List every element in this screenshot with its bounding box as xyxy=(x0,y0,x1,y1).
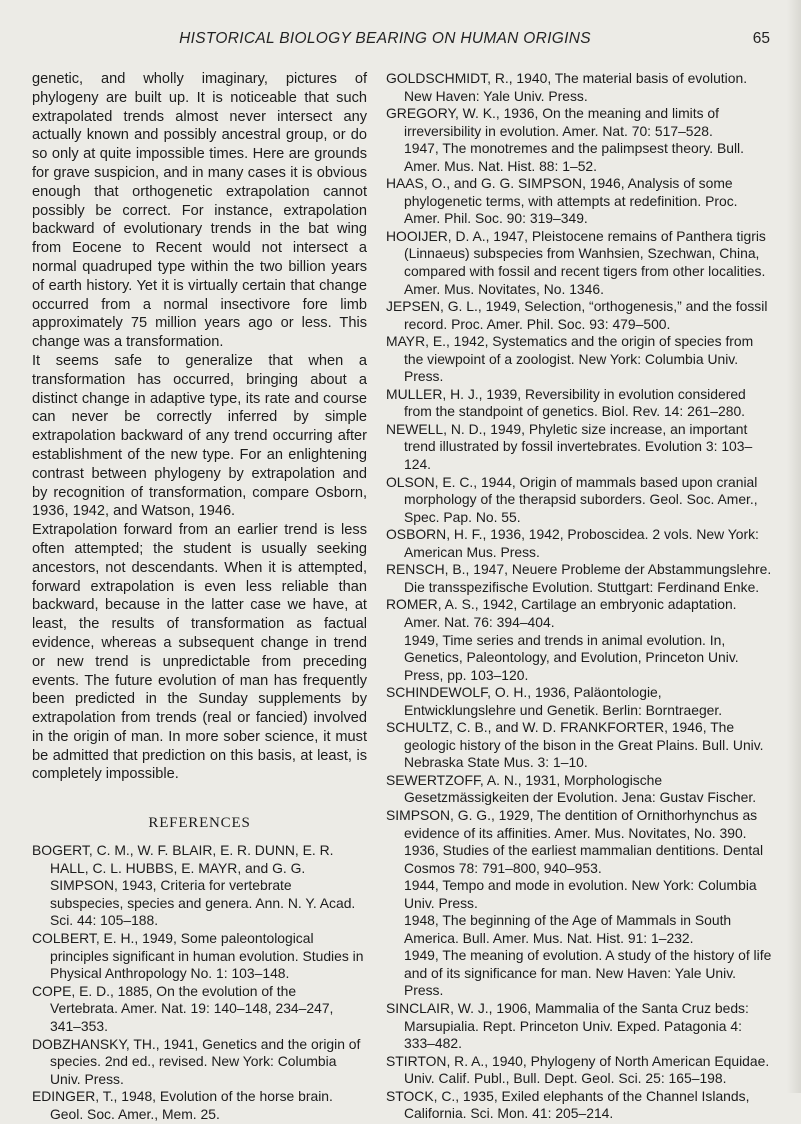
reference-entry: HOOIJER, D. A., 1947, Pleistocene remains of Panthera tigris (Linnaeus) subspecies from Wanhsien, Szechwan, China, compared with fossil and recent tigers from other localities. Amer. Mus. Novitates, No. 1346. xyxy=(386,227,766,297)
reference-entry: SINCLAIR, W. J., 1906, Mammalia of the Santa Cruz beds: Marsupialia. Rept. Princeton Univ. Exped. Patagonia 4: 333–482. xyxy=(386,999,749,1052)
reference-entry: STIRTON, R. A., 1940, Phylogeny of North American Equidae. Univ. Calif. Publ., Bull. Dept. Geol. Sci. 25: 165–198. xyxy=(386,1052,770,1087)
page-edge-shadow xyxy=(787,0,801,1093)
references-heading: REFERENCES xyxy=(148,815,251,832)
left-column xyxy=(32,70,367,1124)
reference-entry: ROMER, A. S., 1942, Cartilage an embryonic adaptation. Amer. Nat. 76: 394–404. xyxy=(386,596,737,630)
reference-entry: SCHULTZ, C. B., and W. D. FRANKFORTER, 1946, The geologic history of the bison in the Great Plains. Bull. Univ. Nebraska State Mus. 3: 1–10. xyxy=(386,719,764,771)
page-number: 65 xyxy=(752,30,770,47)
running-title: HISTORICAL BIOLOGY BEARING ON HUMAN ORIGINS xyxy=(179,30,591,47)
reference-entry: SCHINDEWOLF, O. H., 1936, Paläontologie, Entwicklungslehre und Genetik. Berlin: Borntraeger. xyxy=(386,684,723,718)
reference-entry: MAYR, E., 1942, Systematics and the origin of species from the viewpoint of a zoologist. New York: Columbia Univ. Press. xyxy=(386,333,754,385)
reference-entry: RENSCH, B., 1947, Neuere Probleme der Abstammungslehre. Die transspezifische Evolution. Stuttgart: Ferdinand Enke. xyxy=(386,561,772,595)
reference-entry: DOBZHANSKY, TH., 1941, Genetics and the origin of species. 2nd ed., revised. New York: Columbia Univ. Press. xyxy=(32,1035,361,1087)
reference-entry: HAAS, O., and G. G. SIMPSON, 1946, Analysis of some phylogenetic terms, with attempts at redefinition. Proc. Amer. Phil. Soc. 90: 319–349. xyxy=(386,175,738,227)
reference-entry: 1944, Tempo and mode in evolution. New York: Columbia Univ. Press. xyxy=(404,877,757,911)
reference-entry: BOGERT, C. M., W. F. BLAIR, E. R. DUNN, E. R. HALL, C. L. HUBBS, E. MAYR, and G. G. SIMPSON, 1943, Criteria for vertebrate subspecies, species and genera. Ann. N. Y. Acad. Sci. 44: 105–188. xyxy=(32,842,356,929)
body-text xyxy=(32,70,367,784)
references-list-right xyxy=(386,70,774,1123)
reference-entry: 1948, The beginning of the Age of Mammals in South America. Bull. Amer. Mus. Nat. Hist. 91: 1–232. xyxy=(404,912,732,946)
reference-entry: SIMPSON, G. G., 1929, The dentition of Ornithorhynchus as evidence of its affinities. Amer. Mus. Novitates, No. 390. xyxy=(386,806,758,841)
reference-entry: MULLER, H. J., 1939, Reversibility in evolution considered from the standpoint of genetics. Biol. Rev. 14: 261–280. xyxy=(386,385,746,420)
running-header xyxy=(0,30,801,54)
reference-entry: STOCK, C., 1935, Exiled elephants of the Channel Islands, California. Sci. Mon. 41: 205–214. xyxy=(386,1087,750,1122)
reference-entry: NEWELL, N. D., 1949, Phyletic size increase, an important trend illustrated by fossil invertebrates. Evolution 3: 103–124. xyxy=(386,420,753,473)
reference-entry: 1949, The meaning of evolution. A study of the history of life and of its significance for man. New Haven: Yale Univ. Press. xyxy=(404,947,772,999)
paragraph: It seems safe to generalize that when a transformation has occurred, bringing about a distinct change in adaptive type, its rate and course can never be correctly inferred by simple extrapolation backward of any trend occurring after establishment of the new type. For an enlightening contrast between phylogeny by extrapolation and by recognition of transformation, compare Osborn, 1936, 1942, and Watson, 1946. xyxy=(32,352,367,520)
reference-entry: 1936, Studies of the earliest mammalian dentitions. Dental Cosmos 78: 791–800, 940–953. xyxy=(404,842,764,876)
reference-entry: EDINGER, T., 1948, Evolution of the horse brain. Geol. Soc. Amer., Mem. 25. xyxy=(32,1088,333,1122)
reference-entry: 1949, Time series and trends in animal evolution. In, Genetics, Paleontology, and Evolution, Princeton Univ. Press, pp. 103–120. xyxy=(404,631,739,683)
paragraph: genetic, and wholly imaginary, pictures of phylogeny are built up. It is noticeable that such extrapolated trends almost never intersect any actually known and possibly ancestral group, or do so only at quite impossible times. Here are grounds for grave suspicion, and in many cases it is obvious enough that orthogenetic extrapolation cannot possibly be correct. For instance, extrapolation backward of evolutionary trends in the bat wing from Eocene to Recent would not intersect a normal quadruped type within the two billion years of earth history. Yet it is virtually certain that change occurred from a normal insectivore fore limb approximately 75 million years ago or less. This change was a transformation. xyxy=(32,71,367,351)
reference-entry: GOLDSCHMIDT, R., 1940, The material basis of evolution. New Haven: Yale Univ. Press. xyxy=(386,70,748,104)
reference-entry: OSBORN, H. F., 1936, 1942, Proboscidea. 2 vols. New York: American Mus. Press. xyxy=(386,526,759,560)
reference-entry: COLBERT, E. H., 1949, Some paleontological principles significant in human evolution. Studies in Physical Anthropology No. 1: 103–148. xyxy=(32,930,364,982)
references-list-left xyxy=(32,842,367,1124)
reference-entry: COPE, E. D., 1885, On the evolution of the Vertebrata. Amer. Nat. 19: 140–148, 234–247, 341–353. xyxy=(32,982,334,1035)
reference-entry: SEWERTZOFF, A. N., 1931, Morphologische Gesetzmässigkeiten der Evolution. Jena: Gustav Fischer. xyxy=(386,771,757,806)
right-column xyxy=(386,70,774,1123)
reference-entry: 1947, The monotremes and the palimpsest theory. Bull. Amer. Mus. Nat. Hist. 88: 1–52. xyxy=(404,140,744,174)
paragraph: Extrapolation forward from an earlier trend is less often attempted; the student is usually seeking ancestors, not descendants. When it is attempted, forward extrapolation is even less reliable than backward, because in the latter case we have, at least, the results of transformation as factual evidence, whereas a subsequent change in trend or new trend is unpredictable from preceding events. The future evolution of man has frequently been predicted in the Sunday supplements by extrapolation from trends (real or fancied) involved in the origin of man. In more sober science, it must be admitted that prediction on this basis, at least, is completely impossible. xyxy=(32,522,367,783)
reference-entry: OLSON, E. C., 1944, Origin of mammals based upon cranial morphology of the therapsid suborders. Geol. Soc. Amer., Spec. Pap. No. 55. xyxy=(386,473,758,525)
reference-entry: GREGORY, W. K., 1936, On the meaning and limits of irreversibility in evolution. Amer. Nat. 70: 517–528. xyxy=(386,105,720,139)
reference-entry: JEPSEN, G. L., 1949, Selection, “orthogenesis,” and the fossil record. Proc. Amer. Phil. Soc. 93: 479–500. xyxy=(386,298,768,332)
